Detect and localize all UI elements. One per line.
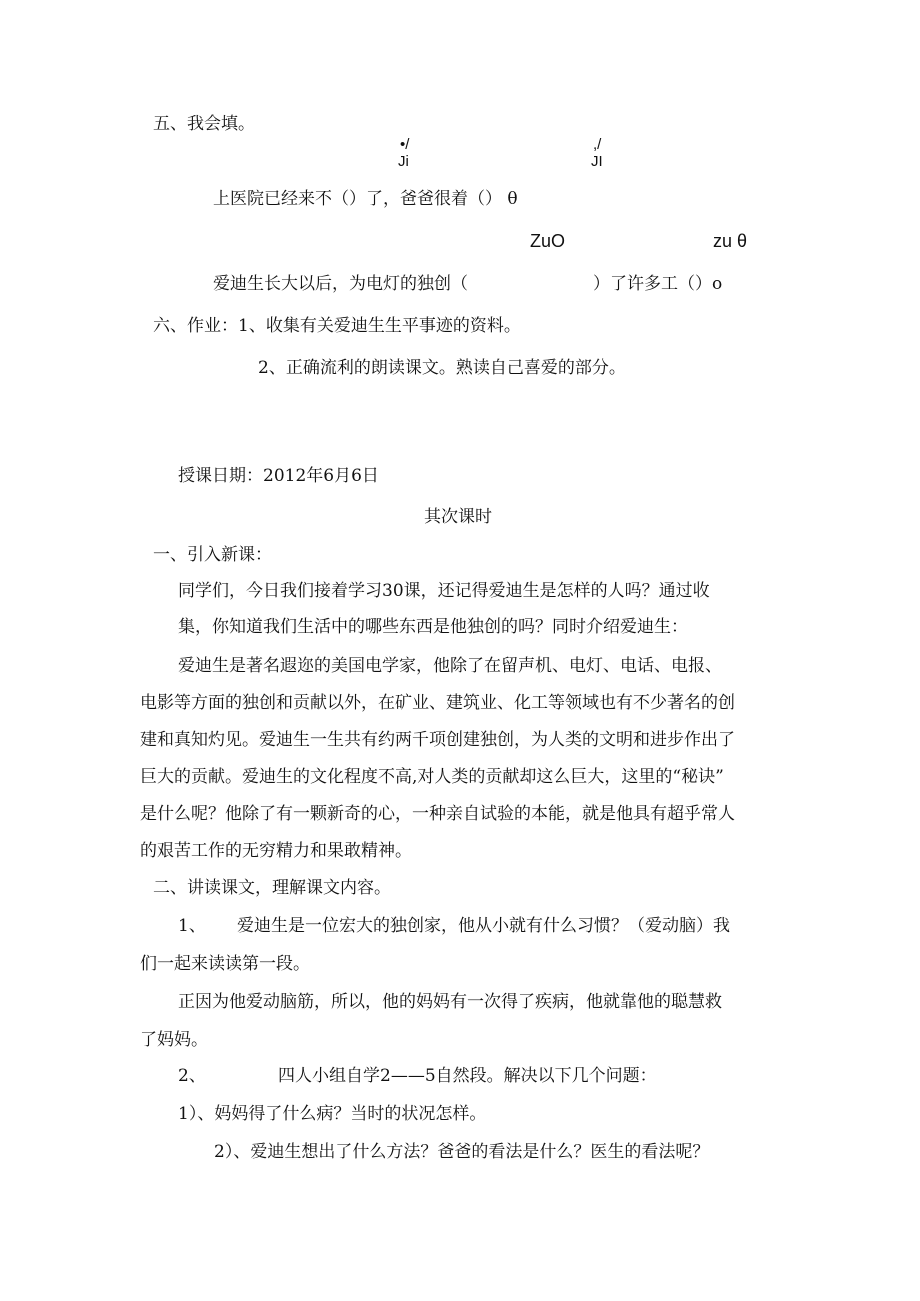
pinyin-zuo-1: ZuO xyxy=(530,231,566,251)
item-1-text: 爱迪生是一位宏大的独创家，他从小就有什么习惯？（爱动脑）我 xyxy=(237,916,730,936)
fill-line-2b: ）了许多工（）o xyxy=(593,274,723,294)
item-2-text: 四人小组自学2——5自然段。解决以下几个问题： xyxy=(278,1066,657,1086)
paragraph-line: 的艰苦工作的无穷精力和果敢精神。 xyxy=(140,841,412,861)
homework-item-2: 2、正确流利的朗读课文。熟读自己喜爱的部分。 xyxy=(258,358,626,378)
paragraph-line: 正因为他爱动脑筋，所以，他的妈妈有一次得了疾病，他就靠他的聪慧救 xyxy=(178,992,722,1012)
section-6-heading: 六、作业：1、收集有关爱迪生生平事迹的资料。 xyxy=(153,316,521,336)
part-1-heading: 一、引入新课： xyxy=(153,545,272,565)
paragraph-line: 爱迪生是著名遐迩的美国电学家，他除了在留声机、电灯、电话、电报、 xyxy=(178,656,722,676)
item-2-number: 2、 xyxy=(178,1066,206,1086)
pinyin-mark-2: ,/ xyxy=(593,136,602,153)
part-2-heading: 二、讲读课文，理解课文内容。 xyxy=(153,878,391,898)
paragraph-line: 同学们，今日我们接着学习30课，还记得爱迪生是怎样的人吗？通过收 xyxy=(178,581,710,601)
paragraph-line: 集，你知道我们生活中的哪些东西是他独创的吗？同时介绍爱迪生： xyxy=(178,617,688,637)
item-1-text-cont: 们一起来读读第一段。 xyxy=(140,954,310,974)
paragraph-line: 是什么呢？他除了有一颗新奇的心，一种亲自试验的本能，就是他具有超乎常人 xyxy=(140,804,735,824)
section-5-heading: 五、我会填。 xyxy=(153,114,255,134)
pinyin-mark-1: •/ xyxy=(400,136,410,153)
pinyin-ji-2: JI xyxy=(591,153,603,170)
fill-line-2a: 爱迪生长大以后，为电灯的独创（ xyxy=(213,274,468,294)
question-2: 2）、爱迪生想出了什么方法？爸爸的看法是什么？医生的看法呢？ xyxy=(214,1142,710,1162)
pinyin-ji-1: Ji xyxy=(398,153,409,170)
pinyin-zuo-2: zu θ xyxy=(713,231,748,251)
lesson-date: 授课日期：2012年6月6日 xyxy=(178,466,379,486)
fill-line-1: 上医院已经来不（）了，爸爸很着（） θ xyxy=(213,189,518,209)
item-1-number: 1、 xyxy=(178,916,206,936)
paragraph-line: 了妈妈。 xyxy=(140,1030,208,1050)
paragraph-line: 巨大的贡献。爱迪生的文化程度不高,对人类的贡献却这么巨大，这里的“秘诀” xyxy=(140,767,724,787)
paragraph-line: 建和真知灼见。爱迪生一生共有约两千项创建独创，为人类的文明和进步作出了 xyxy=(140,730,735,750)
lesson-title: 其次课时 xyxy=(424,507,492,527)
question-1: 1）、妈妈得了什么病？当时的状况怎样。 xyxy=(178,1104,487,1124)
paragraph-line: 电影等方面的独创和贡献以外，在矿业、建筑业、化工等领域也有不少著名的创 xyxy=(140,693,735,713)
